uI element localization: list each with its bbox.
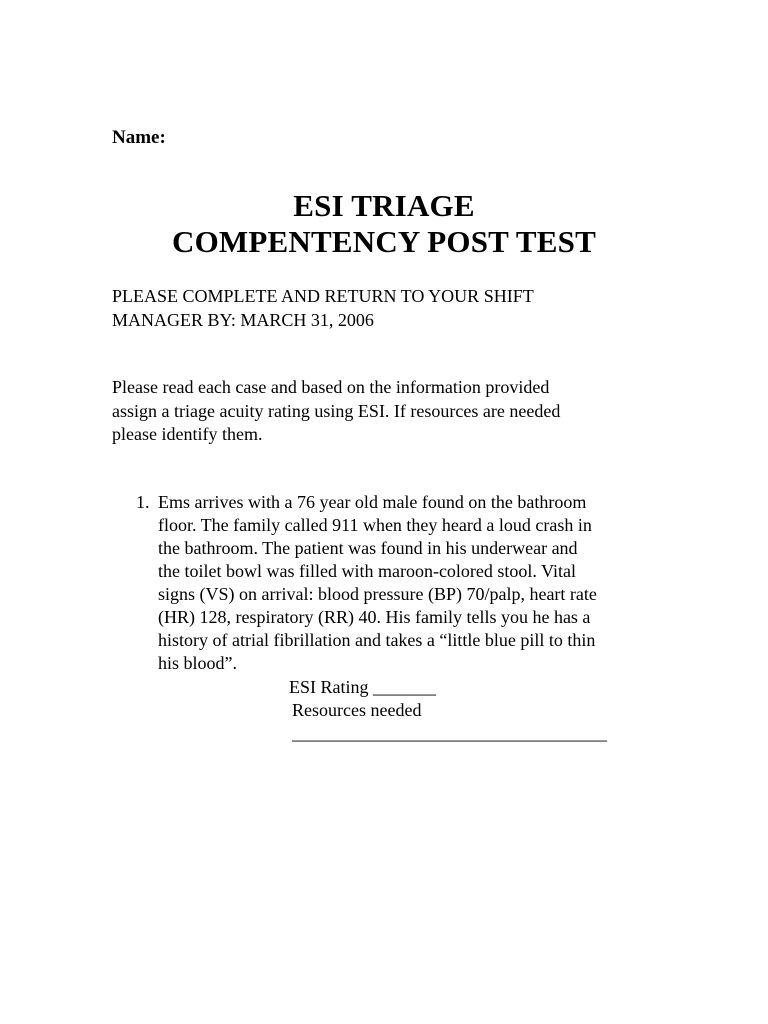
question-line: signs (VS) on arrival: blood pressure (BP) 70/palp, heart rate: [158, 584, 597, 604]
question-line: his blood”.: [158, 653, 237, 673]
question-line: floor. The family called 911 when they heard a loud crash in: [158, 515, 592, 535]
question-line: the bathroom. The patient was found in his underwear and: [158, 538, 578, 558]
title-line-2: COMPENTENCY POST TEST: [172, 224, 596, 259]
resources-needed-label: Resources needed: [292, 700, 422, 720]
intro-line-2: assign a triage acuity rating using ESI. If resources are needed: [112, 400, 561, 421]
question-text: [158, 491, 678, 675]
instruction-line-2: MANAGER BY: MARCH 31, 2006: [112, 310, 374, 330]
question-line: Ems arrives with a 76 year old male found on the bathroom: [158, 492, 587, 512]
page-title: [0, 188, 768, 260]
question-line: (HR) 128, respiratory (RR) 40. His family tells you he has a: [158, 607, 591, 627]
esi-rating-field[interactable]: ESI Rating _______: [289, 677, 436, 697]
question-line: history of atrial fibrillation and takes a “little blue pill to thin: [158, 630, 596, 650]
intro-paragraph: [112, 376, 672, 447]
question-line: the toilet bowl was filled with maroon-colored stool. Vital: [158, 561, 577, 581]
intro-line-3: please identify them.: [112, 424, 263, 444]
resources-needed-field[interactable]: ___________________________________: [292, 723, 607, 743]
intro-line-1: Please read each case and based on the information provided: [112, 377, 550, 397]
question-number: 1.: [136, 492, 150, 512]
instruction-line-1: PLEASE COMPLETE AND RETURN TO YOUR SHIFT: [112, 286, 534, 306]
return-instruction: [112, 284, 672, 332]
name-label: Name:: [112, 127, 166, 148]
title-line-1: ESI TRIAGE: [293, 188, 475, 223]
